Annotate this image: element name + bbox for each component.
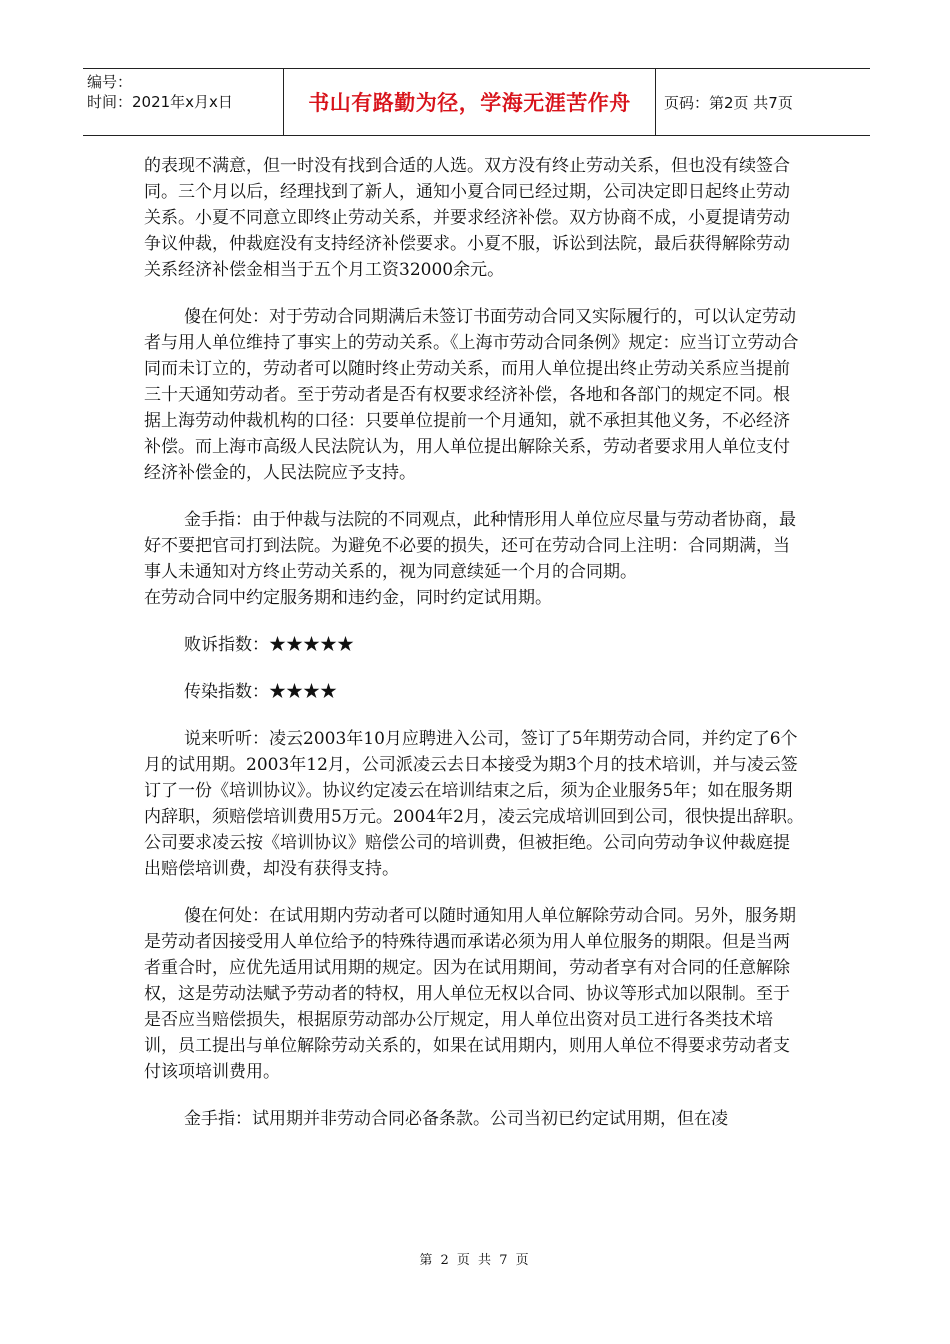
page-header xyxy=(83,68,870,136)
document-time-label: 时间：2021年x月x日 xyxy=(87,93,233,111)
header-motto: 书山有路勤为径，学海无涯苦作舟 xyxy=(284,69,656,135)
page-footer: 第 2 页 共 7 页 xyxy=(419,1253,531,1268)
paragraph-case-story: 说来听听：凌云2003年10月应聘进入公司，签订了5年期劳动合同，并约定了6个月的试用期。2003年12月，公司派凌云去日本接受为期3个月的技术培训，并与凌云签订了一份《培训协议》。协议约定凌云在培训结束之后，须为企业服务5年；如在服务期内辞职，须赔偿培训费用5万元。2004年2月，凌云完成培训回到公司，很快提出辞职。公司要求凌云按《培训协议》赔偿公司的培训费，但被拒绝。公司向劳动争议仲裁庭提出赔偿培训费，却没有获得支持。 xyxy=(144,729,804,879)
spread-index-rating: 传染指数：★★★★ xyxy=(184,682,337,702)
paragraph-case-advice: 金手指：试用期并非劳动合同必备条款。公司当初已约定试用期，但在凌 xyxy=(184,1109,728,1129)
paragraph-case-analysis: 傻在何处：在试用期内劳动者可以随时通知用人单位解除劳动合同。另外，服务期是劳动者因接受用人单位给予的特殊待遇而承诺必须为用人单位服务的期限。但是当两者重合时，应优先适用试用期的规定。因为在试用期间，劳动者享有对合同的任意解除权，这是劳动法赋予劳动者的特权，用人单位无权以合同、协议等形式加以限制。至于是否应当赔偿损失，根据原劳动部办公厅规定，用人单位出资对员工进行各类技术培训，员工提出与单位解除劳动关系的，如果在试用期内，则用人单位不得要求劳动者支付该项培训费用。 xyxy=(144,906,796,1082)
lose-index-rating: 败诉指数：★★★★★ xyxy=(184,635,354,655)
paragraph-analysis: 傻在何处：对于劳动合同期满后未签订书面劳动合同又实际履行的，可以认定劳动者与用人单位维持了事实上的劳动关系。《上海市劳动合同条例》规定：应当订立劳动合同而未订立的，劳动者可以随时终止劳动关系，而用人单位提出终止劳动关系应当提前三十天通知劳动者。至于劳动者是否有权要求经济补偿，各地和各部门的规定不同。根据上海劳动仲裁机构的口径：只要单位提前一个月通知，就不承担其他义务，不必经济补偿。而上海市高级人民法院认为，用人单位提出解除关系，劳动者要求用人单位支付经济补偿金的，人民法院应予支持。 xyxy=(144,307,799,483)
document-number-label: 编号： xyxy=(87,73,133,91)
section-heading: 在劳动合同中约定服务期和违约金，同时约定试用期。 xyxy=(144,588,552,608)
paragraph-advice: 金手指：由于仲裁与法院的不同观点，此种情形用人单位应尽量与劳动者协商，最好不要把官司打到法院。为避免不必要的损失，还可在劳动合同上注明：合同期满，当事人未通知对方终止劳动关系的，视为同意续延一个月的合同期。 xyxy=(144,510,796,582)
paragraph-continued-case: 的表现不满意，但一时没有找到合适的人选。双方没有终止劳动关系，但也没有续签合同。三个月以后，经理找到了新人，通知小夏合同已经过期，公司决定即日起终止劳动关系。小夏不同意立即终止劳动关系，并要求经济补偿。双方协商不成，小夏提请劳动争议仲裁，仲裁庭没有支持经济补偿要求。小夏不服，诉讼到法院，最后获得解除劳动关系经济补偿金相当于五个月工资32000余元。 xyxy=(144,156,790,280)
header-meta xyxy=(83,69,284,135)
document-body xyxy=(144,153,806,1132)
header-page-label: 页码：第2页 共7页 xyxy=(664,93,793,112)
